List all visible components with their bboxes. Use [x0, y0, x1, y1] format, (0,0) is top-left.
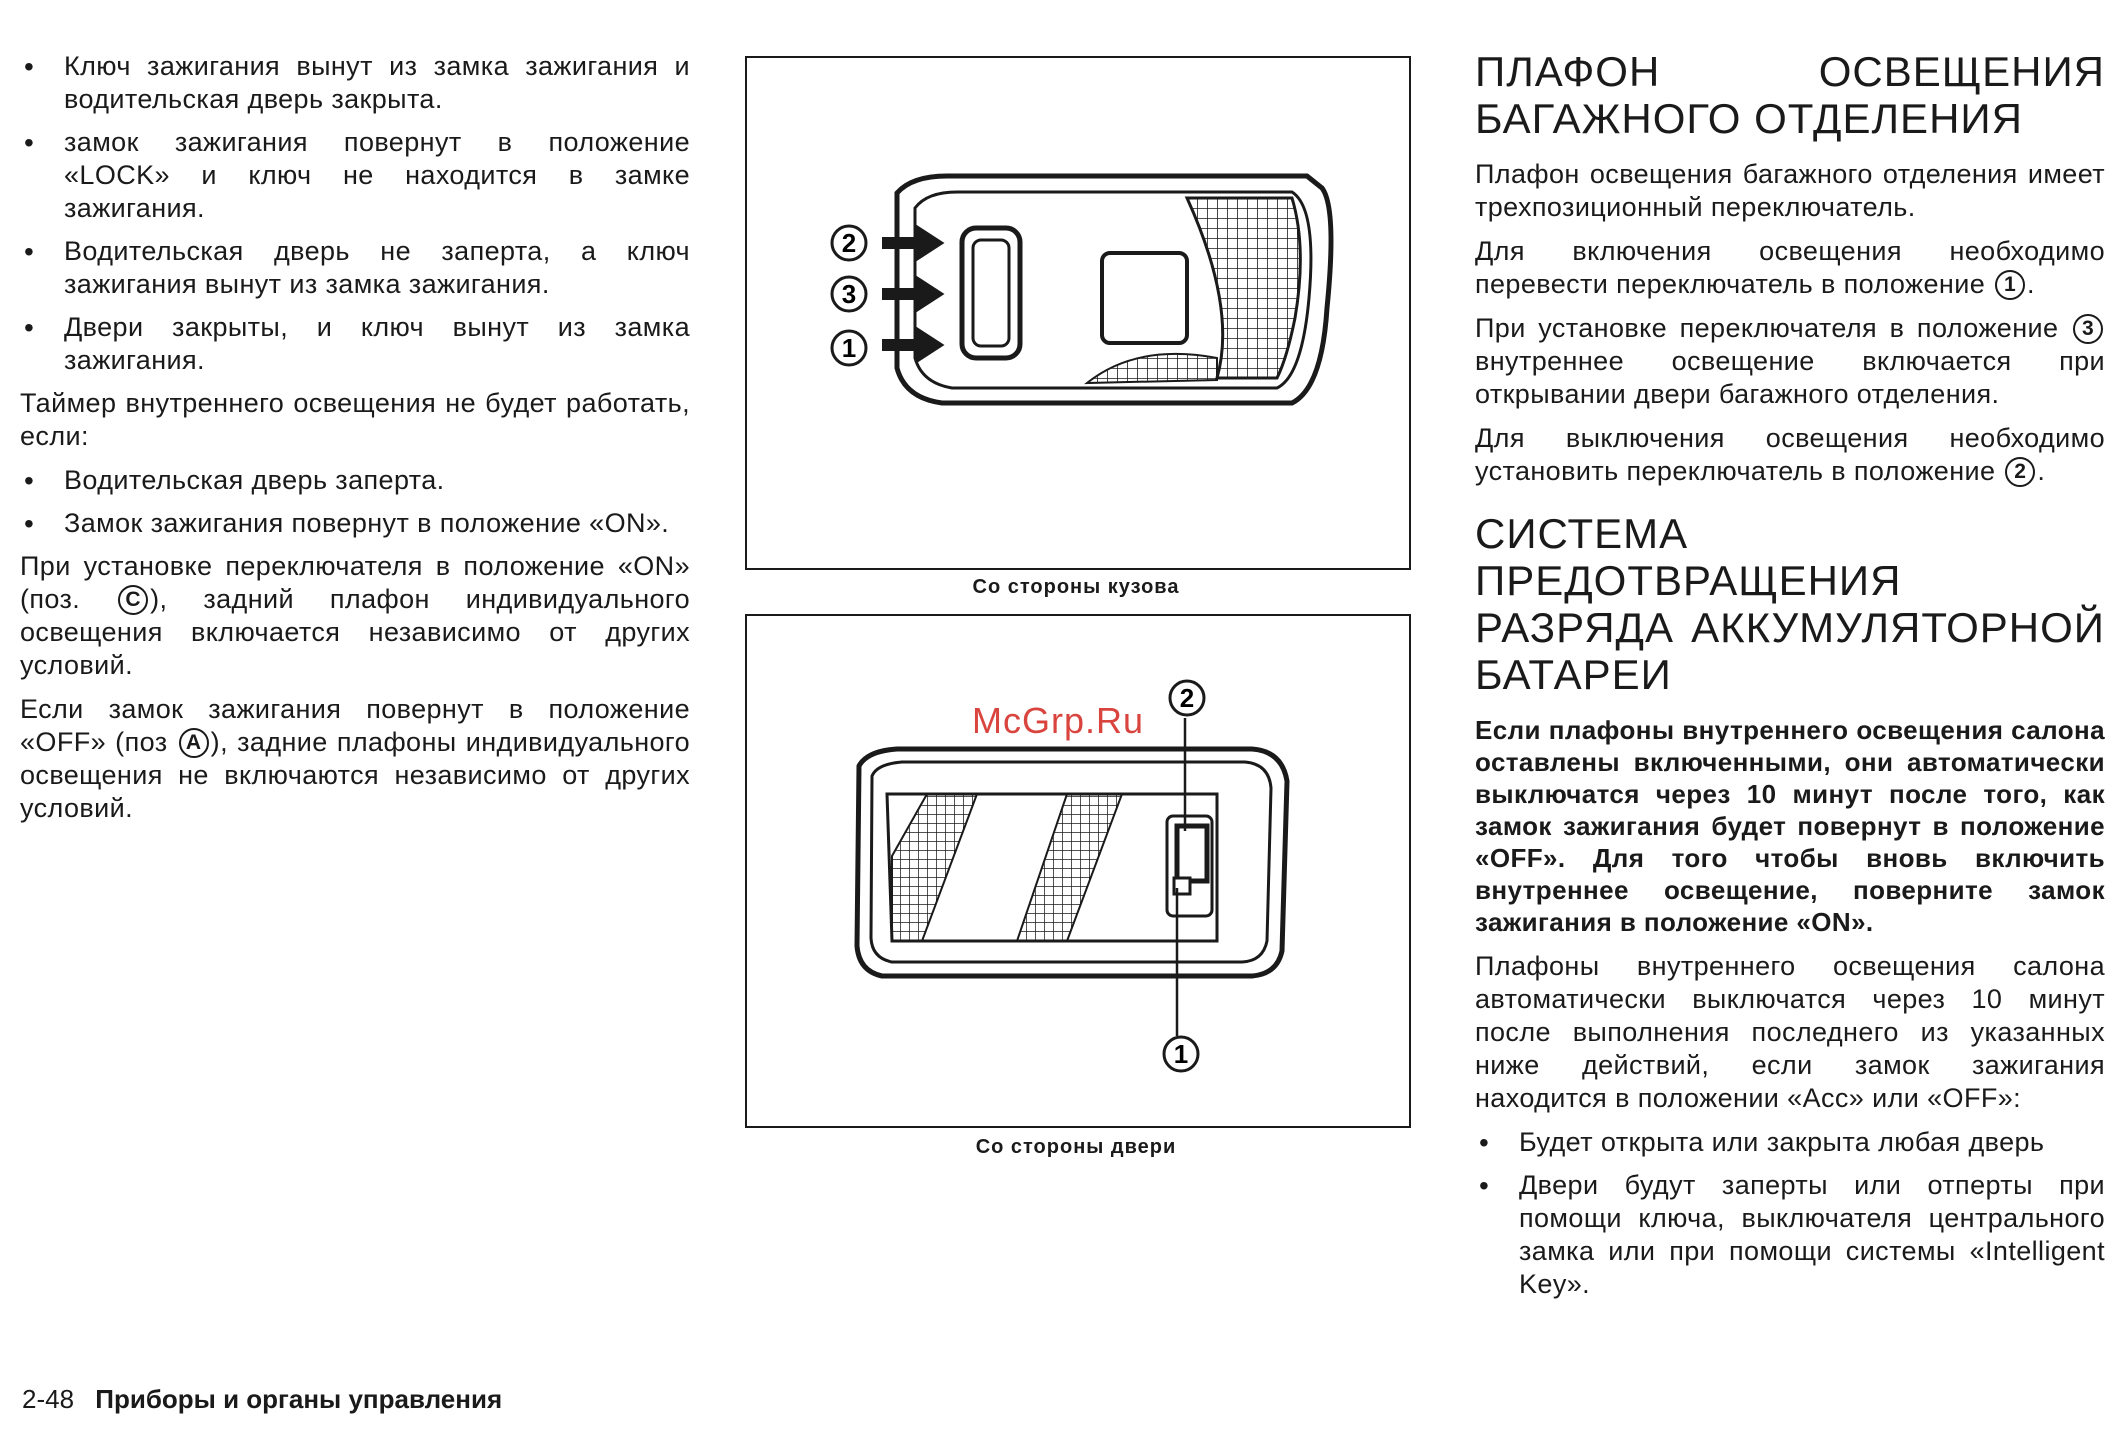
lamp-body-side-illustration	[747, 58, 1409, 568]
position-1-label	[832, 331, 866, 365]
right-column	[1475, 48, 2105, 1311]
list-item: • Водительская дверь заперта.	[20, 464, 690, 497]
heading-luggage-light: ПЛАФОН ОСВЕЩЕНИЯ БАГАЖНОГО ОТДЕЛЕНИЯ	[1475, 48, 2105, 142]
list-item: • Двери будут заперты или отперты при помощи ключа, выключателя центрального замка или при помощи системы «Intelligent Key».	[1475, 1169, 2105, 1301]
timer-exceptions-list	[20, 464, 690, 540]
list-item: • Двери закрыты, и ключ вынут из замка зажигания.	[20, 311, 690, 377]
position-2-mark: 2	[2005, 457, 2035, 487]
position-1-mark: 1	[1995, 270, 2025, 300]
figure-door-side-caption: Со стороны двери	[975, 1136, 1177, 1158]
position-a-mark: A	[179, 728, 209, 758]
page-footer	[22, 1384, 502, 1415]
luggage-light-paragraph: При установке переключателя в положение 3 внутреннее освещение включается при открывании двери багажного отделения.	[1475, 313, 2105, 409]
left-column	[20, 50, 690, 836]
list-item: • Будет открыта или закрыта любая дверь	[1475, 1126, 2105, 1159]
svg-text:2: 2	[1179, 683, 1195, 713]
position-2-label	[832, 226, 866, 260]
list-item: • Замок зажигания повернут в положение «ON».	[20, 507, 690, 540]
svg-text:1: 1	[841, 333, 857, 363]
list-item: • Водительская дверь не заперта, а ключ зажигания вынут из замка зажигания.	[20, 235, 690, 301]
position-c-mark: C	[118, 585, 148, 615]
figure-door-side	[745, 614, 1411, 1128]
luggage-light-paragraph: Плафон освещения багажного отделения имеет трехпозиционный переключатель.	[1475, 159, 2105, 222]
figure-body-side-caption: Со стороны кузова	[972, 576, 1180, 598]
lamp-door-side-illustration	[747, 616, 1409, 1126]
position-1-label	[1164, 1037, 1198, 1071]
position-3-mark: 3	[2073, 314, 2103, 344]
section-title: Приборы и органы управления	[95, 1384, 503, 1414]
figure-body-side	[745, 56, 1411, 570]
timer-intro: Таймер внутреннего освещения не будет работать, если:	[20, 388, 690, 451]
battery-saver-warning: Если плафоны внутреннего освещения салона оставлены включенными, они автоматически выключатся через 10 минут после того, как замок зажигания будет повернут в положение «OFF». Для того чтобы вновь включить внутреннее освещение, поверните замок зажигания в положение «ON».	[1475, 715, 2105, 937]
luggage-light-paragraph: Для включения освещения необходимо перевести переключатель в положение 1 .	[1475, 236, 2105, 299]
list-item: • замок зажигания повернут в положение «LOCK» и ключ не находится в замке зажигания.	[20, 126, 690, 225]
heading-battery-saver: СИСТЕМА ПРЕДОТВРАЩЕНИЯ РАЗРЯДА АККУМУЛЯТОРНОЙ БАТАРЕИ	[1475, 510, 2105, 698]
svg-text:3: 3	[841, 279, 857, 309]
battery-saver-paragraph: Плафоны внутреннего освещения салона автоматически выключатся через 10 минут после выполнения последнего из указанных ниже действий, если замок зажигания находится в положении «Acc» или «OFF»:	[1475, 951, 2105, 1113]
svg-text:1: 1	[1173, 1039, 1189, 1069]
battery-saver-list	[1475, 1126, 2105, 1301]
list-item: • Ключ зажигания вынут из замка зажигания и водительская дверь закрыта.	[20, 50, 690, 116]
svg-text:2: 2	[841, 228, 857, 258]
position-3-label	[832, 277, 866, 311]
luggage-light-paragraph: Для выключения освещения необходимо установить переключатель в положение 2 .	[1475, 423, 2105, 486]
watermark: McGrp.Ru	[972, 700, 1145, 741]
switch-off-paragraph: Если замок зажигания повернут в положение «OFF» (поз A ), задние плафоны индивидуального освещения не включаются независимо от других условий.	[20, 694, 690, 823]
switch-on-paragraph: При установке переключателя в положение «ON» (поз. C ), задний плафон индивидуального освещения включается независимо от других условий.	[20, 551, 690, 680]
page-number: 2-48	[22, 1384, 75, 1414]
conditions-list	[20, 50, 690, 377]
position-2-label	[1170, 681, 1204, 715]
